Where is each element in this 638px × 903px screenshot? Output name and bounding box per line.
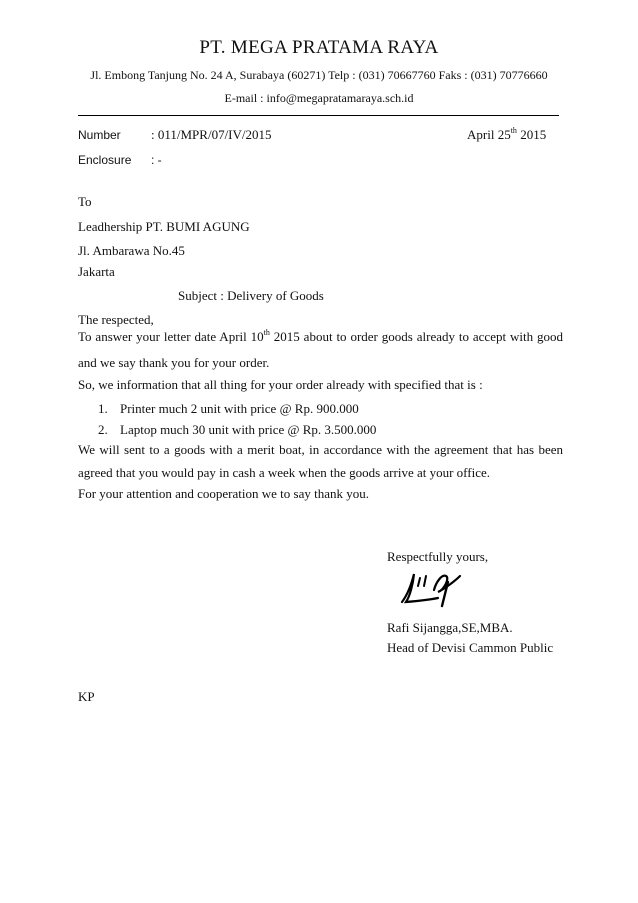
number-value: : 011/MPR/07/IV/2015 — [151, 127, 272, 142]
recipient-to: To — [78, 194, 92, 209]
paragraph-1-text-b: 2015 about to order goods already to accept with good — [269, 329, 563, 344]
list-item: Laptop much 30 unit with price @ Rp. 3.500.000 — [120, 422, 377, 437]
recipient-line-3: Jakarta — [78, 264, 115, 279]
number-label: Number — [78, 128, 121, 142]
list-item: Printer much 2 unit with price @ Rp. 900.000 — [120, 401, 359, 416]
paragraph-1-sup: th — [263, 328, 270, 337]
list-item-number: 2. — [98, 422, 108, 437]
signatory-name: Rafi Sijangga,SE,MBA. — [387, 620, 513, 635]
closing-line: For your attention and cooperation we to say thank you. — [78, 486, 369, 501]
paragraph-3-line-2: agreed that you would pay in cash a week when the goods arrive at your office. — [78, 465, 491, 480]
paragraph-2: So, we information that all thing for your order already with specified that is : — [78, 377, 483, 392]
date-year: 2015 — [516, 127, 547, 142]
subject-line: Subject : Delivery of Goods — [178, 288, 324, 303]
paragraph-1-line-1 — [78, 329, 563, 345]
salutation: The respected, — [78, 312, 154, 327]
letter-date — [467, 127, 546, 143]
date-prefix: April 25 — [467, 127, 511, 142]
company-email: E-mail : info@megapratamaraya.sch.id — [224, 91, 414, 105]
paragraph-1-line-2: and we say thank you for your order. — [78, 355, 270, 370]
handwritten-signature — [398, 568, 464, 608]
list-item-number: 1. — [98, 401, 108, 416]
paragraph-3-line-1: We will sent to a goods with a merit boat, in accordance with the agreement that has been — [78, 442, 563, 457]
company-address: Jl. Embong Tanjung No. 24 A, Surabaya (60271) Telp : (031) 70667760 Faks : (031) 70776660 — [90, 68, 548, 82]
recipient-line-2: Jl. Ambarawa No.45 — [78, 243, 185, 258]
paragraph-1-text-a: To answer your letter date April 10 — [78, 329, 264, 344]
recipient-line-1: Leadhership PT. BUMI AGUNG — [78, 219, 250, 234]
company-name: PT. MEGA PRATAMA RAYA — [199, 37, 439, 58]
footer-initials: KP — [78, 689, 95, 704]
enclosure-value: : - — [151, 153, 162, 167]
date-suffix: th — [510, 126, 517, 135]
letterhead-divider — [78, 115, 559, 116]
signatory-title: Head of Devisi Cammon Public — [387, 640, 554, 655]
enclosure-label: Enclosure — [78, 153, 132, 167]
valediction: Respectfully yours, — [387, 549, 489, 564]
